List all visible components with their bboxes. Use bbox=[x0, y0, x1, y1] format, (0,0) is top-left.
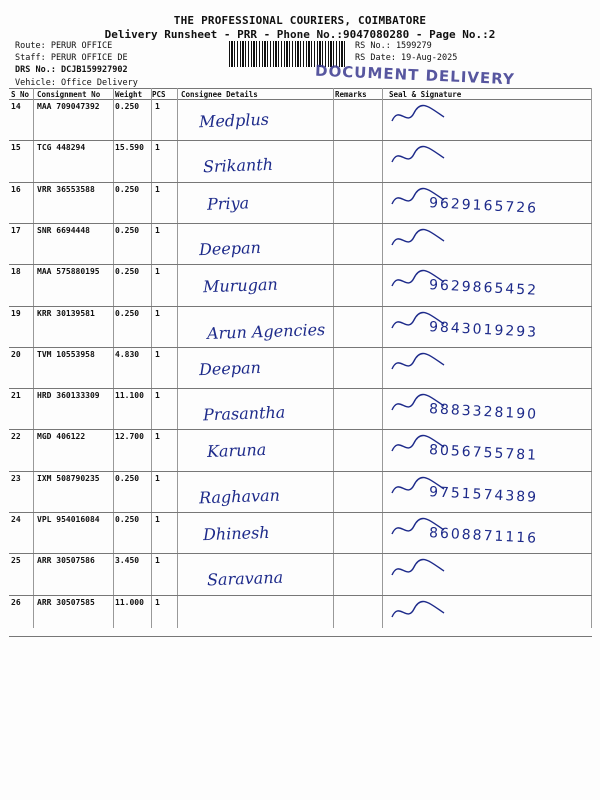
col-seal: Seal & Signature bbox=[389, 90, 462, 99]
table-row bbox=[9, 182, 592, 223]
table-row bbox=[9, 347, 592, 388]
row-weight: 0.250 bbox=[115, 102, 140, 111]
row-pcs: 1 bbox=[155, 597, 160, 607]
row-sno: 16 bbox=[11, 184, 21, 194]
col-pcs: PCS bbox=[152, 90, 166, 99]
signature-scribble bbox=[389, 103, 449, 129]
row-consignment-no: IXM 508790235 bbox=[37, 473, 100, 483]
row-sno: 14 bbox=[11, 102, 21, 111]
row-consignment-no: MAA 575880195 bbox=[37, 267, 100, 277]
row-phone-handwritten: 9751574389 bbox=[428, 483, 539, 506]
row-sno: 24 bbox=[11, 515, 21, 524]
col-weight: Weight bbox=[115, 90, 143, 99]
table-row bbox=[9, 140, 592, 181]
row-sno: 18 bbox=[11, 267, 21, 277]
row-consignment-no: SNR 6694448 bbox=[37, 225, 90, 235]
col-consignee: Consignee Details bbox=[181, 90, 258, 99]
row-consignee-handwritten: Deepan bbox=[198, 237, 262, 259]
runsheet-meta-left bbox=[15, 40, 138, 89]
row-consignment-no: MAA 709047392 bbox=[37, 102, 100, 111]
row-consignee-handwritten: Medplus bbox=[198, 109, 270, 132]
row-pcs: 1 bbox=[155, 391, 160, 401]
signature-scribble bbox=[389, 144, 449, 170]
row-consignment-no: TCG 448294 bbox=[37, 143, 86, 153]
row-sno: 17 bbox=[11, 225, 21, 235]
row-weight: 0.250 bbox=[115, 184, 140, 194]
row-consignee-handwritten: Dhinesh bbox=[202, 522, 270, 545]
row-pcs: 1 bbox=[155, 184, 160, 194]
row-consignee-handwritten: Murugan bbox=[202, 274, 279, 297]
document-title: THE PROFESSIONAL COURIERS, COIMBATORE bbox=[173, 14, 427, 27]
row-phone-handwritten: 8056755781 bbox=[428, 442, 539, 465]
table-row bbox=[9, 99, 592, 140]
runsheet-meta-right bbox=[355, 40, 457, 64]
row-consignment-no: ARR 30507585 bbox=[37, 597, 95, 607]
row-sno: 15 bbox=[11, 143, 21, 153]
row-consignment-no: HRD 360133309 bbox=[37, 391, 100, 401]
runsheet-subtitle: Delivery Runsheet - PRR - Phone No.:9047080280 - Page No.:2 bbox=[104, 28, 496, 41]
row-weight: 11.100 bbox=[115, 391, 144, 401]
row-consignment-no: MGD 406122 bbox=[37, 432, 86, 442]
row-consignment-no: VPL 954016084 bbox=[37, 515, 100, 524]
row-sno: 21 bbox=[11, 391, 21, 401]
row-pcs: 1 bbox=[155, 308, 160, 318]
row-weight: 15.590 bbox=[115, 143, 144, 153]
signature-scribble bbox=[389, 351, 449, 377]
row-weight: 0.250 bbox=[115, 308, 140, 318]
rs-number: RS No.: 1599279 bbox=[355, 41, 432, 51]
row-pcs: 1 bbox=[155, 515, 160, 524]
row-weight: 0.250 bbox=[115, 267, 140, 277]
col-sno: S No bbox=[11, 90, 30, 99]
row-pcs: 1 bbox=[155, 267, 160, 277]
row-weight: 0.250 bbox=[115, 473, 140, 483]
table-row bbox=[9, 223, 592, 264]
row-sno: 20 bbox=[11, 349, 21, 359]
row-pcs: 1 bbox=[155, 225, 160, 235]
route-label: Route: PERUR OFFICE bbox=[15, 41, 113, 51]
signature-scribble bbox=[389, 599, 449, 625]
row-phone-handwritten: 9629165726 bbox=[428, 194, 539, 217]
row-consignment-no: ARR 30507586 bbox=[37, 556, 95, 566]
row-phone-handwritten: 9629865452 bbox=[428, 277, 539, 300]
staff-label: Staff: PERUR OFFICE DE bbox=[15, 53, 128, 64]
row-weight: 12.700 bbox=[115, 432, 144, 442]
row-consignment-no: TVM 10553958 bbox=[37, 349, 95, 359]
rs-date: RS Date: 19-Aug-2025 bbox=[355, 53, 458, 64]
signature-scribble bbox=[389, 557, 449, 583]
table-row bbox=[9, 264, 592, 305]
table-row bbox=[9, 553, 592, 594]
row-consignee-handwritten: Karuna bbox=[206, 440, 267, 462]
drs-number: DRS No.: DCJB159927902 bbox=[15, 65, 128, 76]
row-pcs: 1 bbox=[155, 349, 160, 359]
row-phone-handwritten: 8883328190 bbox=[428, 401, 539, 423]
table-row bbox=[9, 595, 592, 636]
table-row bbox=[9, 306, 592, 347]
table-row bbox=[9, 471, 592, 512]
row-consignee-handwritten: Priya bbox=[206, 192, 250, 214]
vehicle-label: Vehicle: Office Delivery bbox=[15, 77, 138, 88]
row-weight: 0.250 bbox=[115, 515, 140, 524]
row-consignee-handwritten: Prasantha bbox=[202, 402, 286, 425]
row-pcs: 1 bbox=[155, 102, 160, 111]
row-weight: 4.830 bbox=[115, 349, 140, 359]
row-pcs: 1 bbox=[155, 556, 160, 566]
row-sno: 23 bbox=[11, 473, 21, 483]
row-pcs: 1 bbox=[155, 432, 160, 442]
table-row bbox=[9, 429, 592, 470]
row-sno: 25 bbox=[11, 556, 21, 566]
col-consignment: Consignment No bbox=[37, 90, 101, 99]
row-phone-handwritten: 9843019293 bbox=[428, 318, 539, 341]
row-weight: 3.450 bbox=[115, 556, 140, 566]
row-consignee-handwritten: Saravana bbox=[206, 567, 284, 590]
row-pcs: 1 bbox=[155, 473, 160, 483]
table-row bbox=[9, 512, 592, 553]
row-consignee-handwritten: Raghavan bbox=[198, 485, 281, 508]
row-sno: 19 bbox=[11, 308, 21, 318]
row-consignee-handwritten: Arun Agencies bbox=[206, 319, 326, 343]
row-sno: 26 bbox=[11, 597, 21, 607]
document-delivery-stamp: DOCUMENT DELIVERY bbox=[314, 61, 516, 89]
row-consignment-no: KRR 30139581 bbox=[37, 308, 95, 318]
row-consignment-no: VRR 36553588 bbox=[37, 184, 95, 194]
row-consignee-handwritten: Deepan bbox=[198, 357, 262, 379]
row-weight: 11.000 bbox=[115, 597, 144, 607]
row-weight: 0.250 bbox=[115, 225, 140, 235]
table-row bbox=[9, 388, 592, 429]
row-phone-handwritten: 8608871116 bbox=[428, 525, 539, 547]
row-consignee-handwritten: Srikanth bbox=[202, 155, 274, 177]
row-pcs: 1 bbox=[155, 143, 160, 153]
row-sno: 22 bbox=[11, 432, 21, 442]
runsheet-table bbox=[9, 88, 592, 628]
signature-scribble bbox=[389, 227, 449, 253]
col-remarks: Remarks bbox=[335, 90, 367, 99]
